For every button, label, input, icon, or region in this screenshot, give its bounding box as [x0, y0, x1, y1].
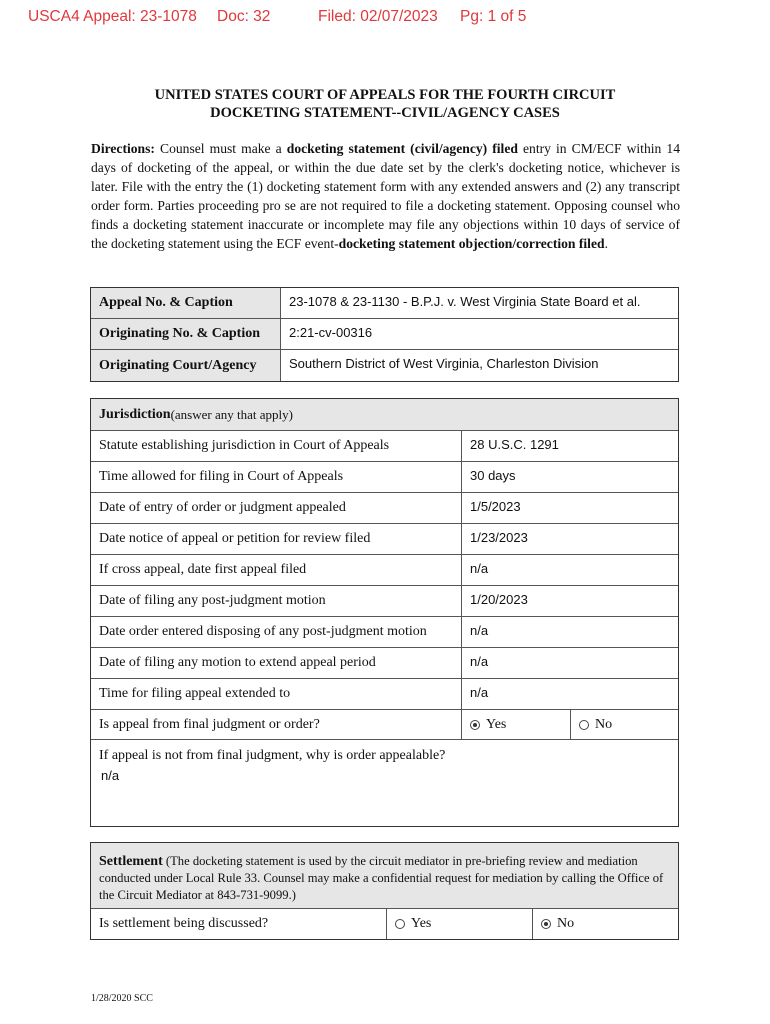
jurisdiction-row: [91, 462, 678, 493]
caption-label: Originating No. & Caption: [91, 319, 280, 349]
settlement-no-label: No: [557, 916, 575, 931]
final-judgment-row: [91, 710, 678, 740]
caption-row-originating-no: [91, 319, 678, 350]
radio-unselected-icon[interactable]: [579, 720, 589, 730]
radio-selected-icon[interactable]: [470, 720, 480, 730]
jurisdiction-subtitle: (answer any that apply): [170, 406, 293, 422]
extended-to-field[interactable]: n/a: [461, 679, 678, 709]
jurisdiction-label: Time allowed for filing in Court of Appeals: [99, 469, 344, 484]
jurisdiction-label: If cross appeal, date first appeal filed: [99, 562, 307, 577]
jurisdiction-label: Date notice of appeal or petition for review filed: [99, 531, 371, 546]
jurisdiction-label: Date of entry of order or judgment appealed: [99, 500, 346, 515]
jurisdiction-row: [91, 617, 678, 648]
jurisdiction-label: Date of filing any post-judgment motion: [99, 593, 326, 608]
jurisdiction-label: Date order entered disposing of any post-judgment motion: [99, 624, 427, 639]
directions-text-3: .: [604, 235, 608, 251]
disposing-order-field[interactable]: n/a: [461, 617, 678, 647]
settlement-question-row: [91, 909, 678, 939]
statute-field[interactable]: 28 U.S.C. 1291: [461, 431, 678, 461]
settlement-table: [90, 842, 679, 940]
jurisdiction-row: [91, 524, 678, 555]
jurisdiction-row: [91, 648, 678, 679]
jurisdiction-row: [91, 431, 678, 462]
final-judgment-no-label: No: [595, 716, 613, 732]
jurisdiction-label: Statute establishing jurisdiction in Court of Appeals: [99, 438, 390, 453]
jurisdiction-heading: [91, 399, 678, 430]
jurisdiction-header: [91, 399, 678, 431]
final-judgment-question: Is appeal from final judgment or order?: [99, 716, 320, 732]
settlement-description: (The docketing statement is used by the circuit mediator in pre-briefing review and mediation conducted under Local Rule 33. Counsel may make a confidential request for mediation by calling the Office of the Circuit Mediator at 843-731-9099.): [99, 854, 664, 902]
judgment-date-field[interactable]: 1/5/2023: [461, 493, 678, 523]
settlement-yes-option[interactable]: [386, 909, 532, 939]
radio-unselected-icon[interactable]: [395, 919, 405, 929]
settlement-question: Is settlement being discussed?: [99, 916, 269, 931]
originating-number-field[interactable]: 2:21-cv-00316: [280, 319, 678, 349]
jurisdiction-label: Time for filing appeal extended to: [99, 686, 291, 701]
jurisdiction-row: [91, 586, 678, 617]
settlement-title: Settlement: [99, 854, 163, 869]
jurisdiction-row: [91, 493, 678, 524]
settlement-no-option[interactable]: [532, 909, 678, 939]
jurisdiction-table: [90, 398, 679, 827]
jurisdiction-row: [91, 679, 678, 710]
appealable-row: [91, 740, 678, 826]
post-judgment-motion-field[interactable]: 1/20/2023: [461, 586, 678, 616]
filing-stamp: [28, 8, 750, 28]
final-judgment-no-option[interactable]: [570, 710, 678, 739]
appealable-answer-field[interactable]: n/a: [101, 768, 120, 783]
directions-text-1: Counsel must make a: [154, 141, 287, 156]
stamp-filed-date: Filed: 02/07/2023: [318, 8, 438, 25]
directions-bold-2: docketing statement objection/correction filed: [338, 235, 605, 251]
radio-selected-icon[interactable]: [541, 919, 551, 929]
stamp-appeal-number: USCA4 Appeal: 23-1078: [28, 8, 197, 25]
caption-label: Originating Court/Agency: [91, 350, 280, 381]
form-title: DOCKETING STATEMENT--CIVIL/AGENCY CASES: [210, 105, 560, 121]
caption-label: Appeal No. & Caption: [91, 288, 280, 318]
caption-table: [90, 287, 679, 382]
jurisdiction-title: Jurisdiction: [99, 406, 171, 422]
form-revision-footer: 1/28/2020 SCC: [91, 993, 153, 1004]
extend-motion-field[interactable]: n/a: [461, 648, 678, 678]
court-name: UNITED STATES COURT OF APPEALS FOR THE FOURTH CIRCUIT: [154, 87, 616, 103]
originating-court-field[interactable]: Southern District of West Virginia, Charleston Division: [280, 350, 678, 381]
directions-bold-1: docketing statement (civil/agency) filed: [286, 141, 518, 156]
settlement-header: [91, 843, 678, 909]
appeal-caption-field[interactable]: 23-1078 & 23-1130 - B.P.J. v. West Virginia State Board et al.: [280, 288, 678, 318]
page-title: [0, 86, 770, 122]
time-allowed-field[interactable]: 30 days: [461, 462, 678, 492]
settlement-yes-label: Yes: [411, 916, 432, 931]
final-judgment-yes-label: Yes: [486, 716, 507, 732]
appealable-question: If appeal is not from final judgment, why is order appealable?: [99, 748, 446, 763]
caption-row-appeal: [91, 288, 678, 319]
directions-label: Directions:: [91, 141, 155, 156]
stamp-doc-number: Doc: 32: [217, 8, 271, 25]
final-judgment-yes-option[interactable]: [461, 710, 570, 739]
jurisdiction-label: Date of filing any motion to extend appeal period: [99, 655, 376, 670]
directions-text-2: entry in CM/ECF within 14 days of docketing of the appeal, or within the due date set by the clerk's docketing notice, whichever is later. File with the entry the (1) docketing statement form with any extended answers and (2) any transcript order form. Parties proceeding pro se are not required to file a docketing statement. Opposing counsel who finds a docketing statement inaccurate or incomplete may file any objections within 10 days of service of the docketing statement using the ECF event-: [91, 141, 680, 251]
stamp-page-count: Pg: 1 of 5: [460, 8, 527, 25]
caption-row-originating-court: [91, 350, 678, 381]
notice-date-field[interactable]: 1/23/2023: [461, 524, 678, 554]
jurisdiction-row: [91, 555, 678, 586]
cross-appeal-field[interactable]: n/a: [461, 555, 678, 585]
directions-paragraph: [91, 140, 680, 253]
